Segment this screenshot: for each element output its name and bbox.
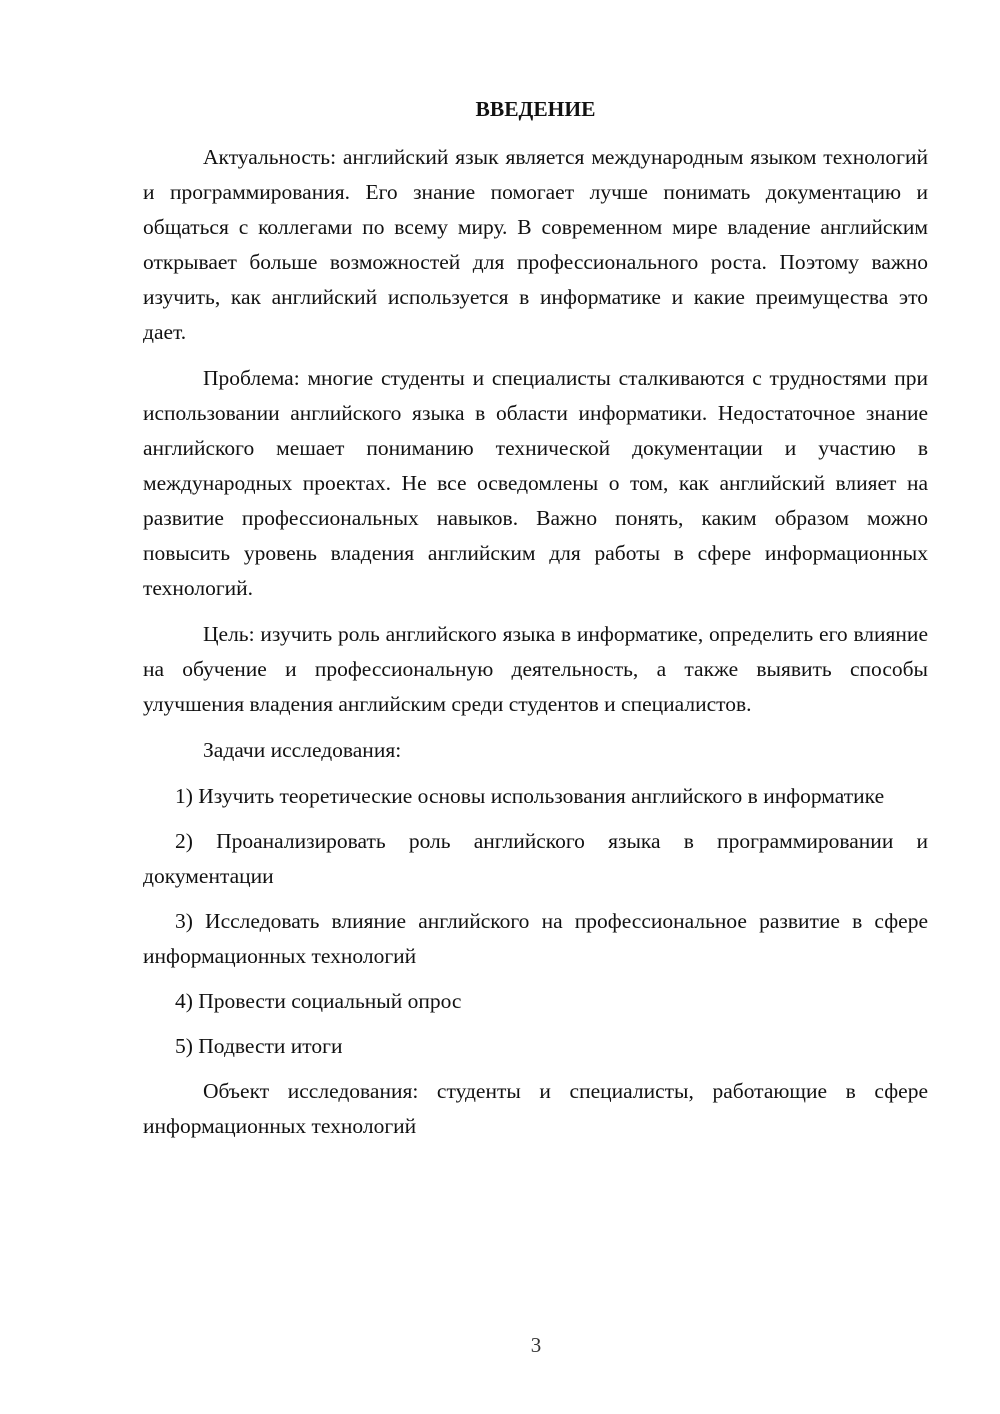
page-number: 3 xyxy=(530,1333,542,1357)
relevance-paragraph: Актуальность: английский язык является международным языком технологий и программирования. Его знание помогает лучше понимать документацию и общаться с коллегами по всему миру. В современном мире владение английским открывает больше возможностей для профессионального роста. Поэтому важно изучить, как английский используется в информатике и какие преимущества это дает. xyxy=(143,145,928,344)
task-item: 2) Проанализировать роль английского языка в программировании и документации xyxy=(143,829,928,888)
goal-paragraph: Цель: изучить роль английского языка в информатике, определить его влияние на обучение и профессиональную деятельность, а также выявить способы улучшения владения английским среди студентов и специалистов. xyxy=(143,622,928,716)
object-paragraph: Объект исследования: студенты и специалисты, работающие в сфере информационных технологий xyxy=(143,1079,928,1138)
task-item: 5) Подвести итоги xyxy=(175,1034,343,1058)
problem-paragraph: Проблема: многие студенты и специалисты сталкиваются с трудностями при использовании английского языка в области информатики. Недостаточное знание английского мешает пониманию технической документации и участию в международных проектах. Не все осведомлены о том, как английский влияет на развитие профессиональных навыков. Важно понять, каким образом можно повысить уровень владения английским для работы в сфере информационных технологий. xyxy=(143,366,928,600)
task-item: 3) Исследовать влияние английского на профессиональное развитие в сфере информационных технологий xyxy=(143,909,928,968)
task-item: 4) Провести социальный опрос xyxy=(175,989,462,1013)
section-title: ВВЕДЕНИЕ xyxy=(475,97,596,121)
document-page xyxy=(143,92,928,1144)
tasks-list xyxy=(143,779,928,1064)
tasks-heading: Задачи исследования: xyxy=(203,738,402,762)
task-item: 1) Изучить теоретические основы использования английского в информатике xyxy=(175,784,885,808)
